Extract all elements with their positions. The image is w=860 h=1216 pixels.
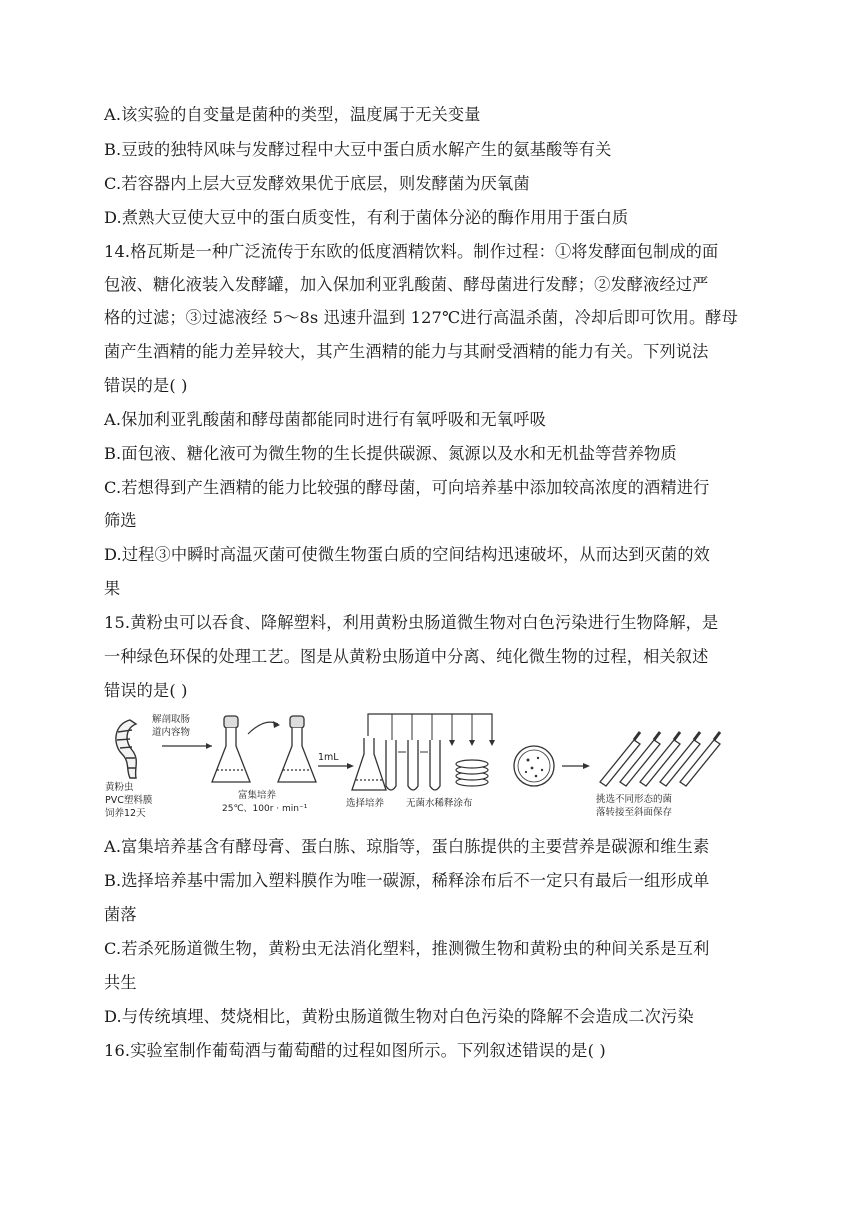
enrichment-flask-icon xyxy=(212,716,250,782)
q15-stem-line: 15.黄粉虫可以吞食、降解塑料，利用黄粉虫肠道微生物对白色污染进行生物降解，是 xyxy=(104,613,719,632)
petri-dish-colonies-icon xyxy=(514,746,554,786)
q14-option-b: B.面包液、糖化液可为微生物的生长提供碳源、氮源以及水和无机盐等营养物质 xyxy=(104,444,677,463)
q14-stem-line: 菌产生酒精的能力差异较大，其产生酒精的能力与其耐受酒精的能力有关。下列说法 xyxy=(104,342,709,361)
q15-stem-line: 错误的是( ) xyxy=(104,681,188,700)
q14-stem-line: 包液、糖化液装入发酵罐，加入保加利亚乳酸菌、酵母菌进行发酵；②发酵液经过严 xyxy=(104,275,709,294)
mealworm-icon xyxy=(116,720,136,778)
q15-option-d: D.与传统填埋、焚烧相比，黄粉虫肠道微生物对白色污染的降解不会造成二次污染 xyxy=(104,1007,694,1026)
q13-option-b: B.豆豉的独特风味与发酵过程中大豆中蛋白质水解产生的氨基酸等有关 xyxy=(104,140,612,159)
q14-option-c: C.若想得到产生酒精的能力比较强的酵母菌，可向培养基中添加较高浓度的酒精进行 xyxy=(104,478,710,497)
dissect-label-2: 道内容物 xyxy=(152,727,191,738)
enrichment-flask-icon xyxy=(278,716,316,782)
q15-option-c-cont: 共生 xyxy=(104,973,137,992)
select-label: 选择培养 xyxy=(346,798,385,809)
petri-dish-stack-icon xyxy=(456,760,488,786)
dissect-label-1: 解剖取肠 xyxy=(152,714,191,725)
worm-label-1: 黄粉虫 xyxy=(105,782,134,793)
q14-option-d-cont: 果 xyxy=(104,579,121,598)
selection-flask-icon xyxy=(352,738,386,790)
worm-label-2: PVC塑料膜 xyxy=(105,795,153,806)
enrich-label-2: 25℃、100r · min⁻¹ xyxy=(222,804,308,814)
q15-option-c: C.若杀死肠道微生物，黄粉虫无法消化塑料，推测微生物和黄粉虫的种间关系是互利 xyxy=(104,939,710,958)
q13-option-c: C.若容器内上层大豆发酵效果优于底层，则发酵菌为厌氧菌 xyxy=(104,174,530,193)
dilution-tube-icon xyxy=(386,740,440,790)
worm-label-3: 饲养12天 xyxy=(105,808,146,818)
q15-option-a: A.富集培养基含有酵母膏、蛋白胨、琼脂等，蛋白胨提供的主要营养是碳源和维生素 xyxy=(104,837,710,856)
microbe-isolation-figure xyxy=(100,708,740,818)
enrich-label-1: 富集培养 xyxy=(238,790,277,801)
q15-option-b: B.选择培养基中需加入塑料膜作为唯一碳源，稀释涂布后不一定只有最后一组形成单 xyxy=(104,871,710,890)
pick-label-2: 落转接至斜面保存 xyxy=(596,807,673,818)
pick-label-1: 挑选不同形态的菌 xyxy=(596,794,673,805)
q14-stem-line: 14.格瓦斯是一种广泛流传于东欧的低度酒精饮料。制作过程：①将发酵面包制成的面 xyxy=(104,242,719,261)
q14-option-c-cont: 筛选 xyxy=(104,511,137,530)
q14-option-d: D.过程③中瞬时高温灭菌可使微生物蛋白质的空间结构迅速破坏，从而达到灭菌的效 xyxy=(104,545,710,564)
q16-stem: 16.实验室制作葡萄酒与葡萄醋的过程如图所示。下列叙述错误的是( ) xyxy=(104,1041,606,1060)
q14-stem-line: 错误的是( ) xyxy=(104,376,188,395)
q15-option-b-cont: 菌落 xyxy=(104,905,137,924)
q13-option-a: A.该实验的自变量是菌种的类型，温度属于无关变量 xyxy=(104,105,481,124)
q15-stem-line: 一种绿色环保的处理工艺。图是从黄粉虫肠道中分离、纯化微生物的过程，相关叙述 xyxy=(104,647,709,666)
q14-option-a: A.保加利亚乳酸菌和酵母菌都能同时进行有氧呼吸和无氧呼吸 xyxy=(104,410,546,429)
volume-label: 1mL xyxy=(318,752,339,763)
q13-option-d: D.煮熟大豆使大豆中的蛋白质变性，有利于菌体分泌的酶作用用于蛋白质 xyxy=(104,208,629,227)
slant-tube-icon xyxy=(600,740,720,786)
q14-stem-line: 格的过滤；③过滤液经 5～8s 迅速升温到 127℃进行高温杀菌，冷却后即可饮用。酵母 xyxy=(104,308,738,327)
dilute-label: 无菌水稀释涂布 xyxy=(406,798,473,809)
